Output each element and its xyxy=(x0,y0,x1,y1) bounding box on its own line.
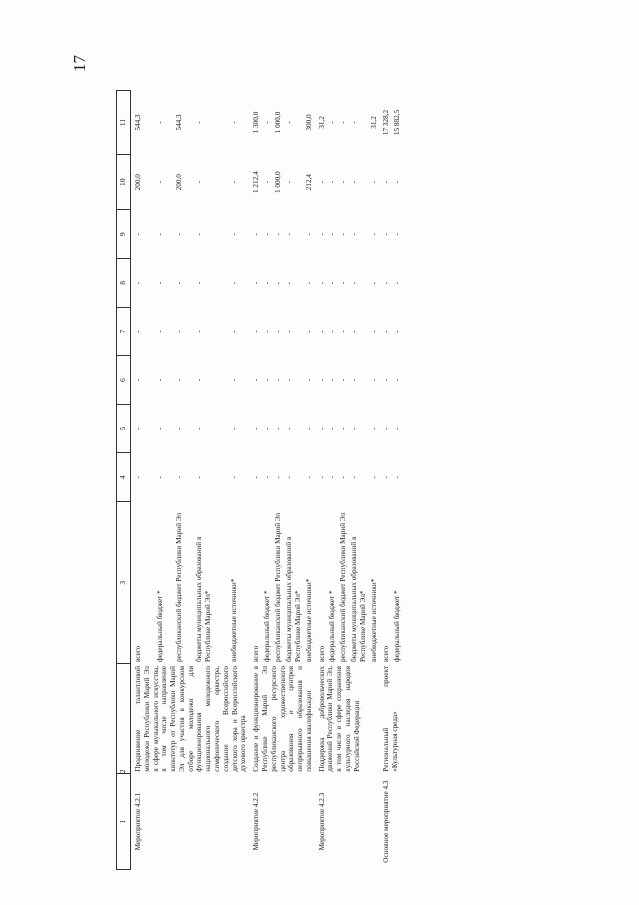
value-cell-col-6: - xyxy=(175,378,184,382)
value-cell-col-4: - xyxy=(382,476,391,479)
value-cell-col-5: - xyxy=(263,427,272,430)
funding-source: всего xyxy=(317,645,326,662)
value-cell-col-11: 15 882,5 xyxy=(393,109,402,136)
value-cell-col-6: - xyxy=(328,378,337,382)
value-cell-col-4: - xyxy=(328,476,337,479)
value-cell-col-11: 300,0 xyxy=(304,114,313,131)
value-cell-col-11: - xyxy=(284,121,293,124)
value-cell-col-6: - xyxy=(284,378,293,382)
value-cell-col-6: - xyxy=(317,378,326,382)
value-cell-col-11: - xyxy=(155,121,164,124)
value-cell-col-10: 1 000,0 xyxy=(273,171,282,193)
value-cell-col-5: - xyxy=(393,427,402,430)
value-cell-col-8: - xyxy=(230,281,239,285)
value-cell-col-4: - xyxy=(273,476,282,479)
table-row xyxy=(131,91,155,870)
value-cell-col-7: - xyxy=(263,330,272,333)
value-cell-col-6: - xyxy=(263,378,272,382)
column-header-3: 3 xyxy=(117,502,131,664)
value-cell-col-7: - xyxy=(317,330,326,333)
column-header-4: 4 xyxy=(117,453,131,502)
funding-source: бюджеты муниципальных образований в Республике Марий Эл* xyxy=(284,536,302,662)
value-cell-col-10: - xyxy=(155,181,164,184)
value-cell-col-11: 1 300,0 xyxy=(252,111,261,134)
value-cell-col-9: - xyxy=(194,233,203,236)
value-cell-col-5: - xyxy=(317,427,326,430)
value-cell-col-10: 212,4 xyxy=(304,174,313,191)
value-cell-col-10: - xyxy=(339,181,348,184)
value-cell-col-9: - xyxy=(382,233,391,236)
activity-id: Мероприятие 4.2.2 xyxy=(252,792,261,851)
value-cell-col-5: - xyxy=(328,427,337,430)
value-cell-col-4: - xyxy=(194,476,203,479)
value-cell-col-5: - xyxy=(252,427,261,430)
table-body xyxy=(131,91,403,870)
value-cell-col-4: - xyxy=(284,476,293,479)
funding-source: республиканский бюджет Республики Марий Эл xyxy=(273,512,282,662)
value-cell-col-5: - xyxy=(339,427,348,430)
value-cell-col-11: 544,3 xyxy=(134,114,142,131)
value-cell-col-10: 200,0 xyxy=(175,174,184,191)
value-cell-col-4: - xyxy=(263,476,272,479)
value-cell-col-6: - xyxy=(382,378,391,382)
value-cell-col-9: - xyxy=(349,233,358,236)
value-cell-col-8: - xyxy=(263,281,272,285)
value-cell-col-9: - xyxy=(273,233,282,236)
value-cell-col-4: - xyxy=(230,476,239,479)
value-cell-col-4: - xyxy=(252,476,261,479)
value-cell-col-6: - xyxy=(194,378,203,382)
value-cell-col-5: - xyxy=(369,427,378,430)
column-header-7: 7 xyxy=(117,307,131,356)
value-cell-col-6: - xyxy=(273,378,282,382)
value-cell-col-7: - xyxy=(328,330,337,333)
value-cell-col-4: - xyxy=(134,476,142,479)
value-cell-col-7: - xyxy=(284,330,293,333)
value-cell-col-8: - xyxy=(339,281,348,285)
value-cell-col-7: - xyxy=(349,330,358,333)
value-cell-col-5: - xyxy=(134,427,142,430)
value-cell-col-10: - xyxy=(194,181,203,184)
value-cell-col-5: - xyxy=(273,427,282,430)
funding-source: всего xyxy=(252,645,261,662)
value-cell-col-6: - xyxy=(369,378,378,382)
value-cell-col-9: - xyxy=(304,233,313,236)
activity-description: Создание и функционирование в Республике Марий Эл республиканского ресурсного центра художественного образования и центров непрерывного образования и повышения квалификации xyxy=(252,666,313,772)
value-cell-col-8: - xyxy=(382,281,391,285)
value-cell-col-5: - xyxy=(175,427,184,430)
activity-id: Мероприятие 4.2.3 xyxy=(317,792,326,851)
value-cell-col-9: - xyxy=(284,233,293,236)
value-cell-col-7: - xyxy=(155,330,164,333)
value-cell-col-8: - xyxy=(304,281,313,285)
value-cell-col-5: - xyxy=(230,427,239,430)
funding-source: бюджеты муниципальных образований в Республике Марий Эл* xyxy=(349,536,367,662)
value-cell-col-8: - xyxy=(194,281,203,285)
value-cell-col-5: - xyxy=(155,427,164,430)
value-cell-col-7: - xyxy=(252,330,261,333)
value-cell-col-11: 1 000,0 xyxy=(273,111,282,134)
value-cell-col-6: - xyxy=(230,378,239,382)
funding-source: федеральный бюджет * xyxy=(263,590,272,662)
value-cell-col-9: - xyxy=(230,233,239,236)
value-cell-col-5: - xyxy=(349,427,358,430)
value-cell-col-7: - xyxy=(273,330,282,333)
value-cell-col-10: - xyxy=(382,181,391,184)
value-cell-col-11: - xyxy=(263,121,272,124)
value-cell-col-4: - xyxy=(155,476,164,479)
value-cell-col-6: - xyxy=(304,378,313,382)
value-cell-col-7: - xyxy=(194,330,203,333)
column-header-5: 5 xyxy=(117,404,131,453)
value-cell-col-11: 31,2 xyxy=(369,116,378,129)
value-cell-col-7: - xyxy=(230,330,239,333)
value-cell-col-11: - xyxy=(349,121,358,124)
value-cell-col-8: - xyxy=(284,281,293,285)
value-cell-col-5: - xyxy=(284,427,293,430)
value-cell-col-6: - xyxy=(393,378,402,382)
column-number-row xyxy=(117,91,131,870)
column-header-8: 8 xyxy=(117,259,131,308)
value-cell-col-8: - xyxy=(369,281,378,285)
value-cell-col-5: - xyxy=(304,427,313,430)
value-cell-col-8: - xyxy=(155,281,164,285)
funding-source: федеральный бюджет * xyxy=(155,590,164,662)
value-cell-col-8: - xyxy=(273,281,282,285)
value-cell-col-8: - xyxy=(328,281,337,285)
value-cell-col-9: - xyxy=(263,233,272,236)
value-cell-col-11: 544,3 xyxy=(175,114,184,131)
value-cell-col-10: - xyxy=(317,181,326,184)
value-cell-col-10: - xyxy=(393,181,402,184)
activity-description: Поддержка добровольческих движений Республики Марий Эл, в том числе в сфере сохранения культурного наследия народов Российской Федерации xyxy=(317,666,361,772)
value-cell-col-7: - xyxy=(175,330,184,333)
funding-source: республиканский бюджет Республики Марий Эл xyxy=(339,512,348,662)
value-cell-col-9: - xyxy=(134,233,142,236)
activity-id: Основное мероприятие 4.3 xyxy=(382,780,391,863)
funding-table xyxy=(116,90,403,870)
column-header-9: 9 xyxy=(117,210,131,259)
funding-source: всего xyxy=(134,645,142,662)
value-cell-col-4: - xyxy=(339,476,348,479)
value-cell-col-4: - xyxy=(369,476,378,479)
value-cell-col-8: - xyxy=(252,281,261,285)
value-cell-col-10: - xyxy=(263,181,272,184)
funding-source: всего xyxy=(382,645,391,662)
page-number: 17 xyxy=(70,55,89,72)
funding-source: внебюджетные источники* xyxy=(304,578,313,662)
value-cell-col-8: - xyxy=(134,281,142,285)
value-cell-col-7: - xyxy=(393,330,402,333)
funding-source: внебюджетные источники* xyxy=(230,578,239,662)
value-cell-col-10: 1 212,4 xyxy=(252,171,261,193)
value-cell-col-10: - xyxy=(349,181,358,184)
value-cell-col-11: - xyxy=(339,121,348,124)
value-cell-col-10: - xyxy=(328,181,337,184)
value-cell-col-9: - xyxy=(328,233,337,236)
value-cell-col-4: - xyxy=(393,476,402,479)
value-cell-col-9: - xyxy=(252,233,261,236)
value-cell-col-7: - xyxy=(134,330,142,333)
funding-source: республиканский бюджет Республики Марий Эл xyxy=(175,512,184,662)
funding-source: федеральный бюджет * xyxy=(393,590,402,662)
rotated-table-container xyxy=(116,90,536,870)
value-cell-col-11: - xyxy=(230,121,239,124)
table-row xyxy=(315,91,328,870)
value-cell-col-11: 17 328,2 xyxy=(382,109,391,136)
value-cell-col-5: - xyxy=(194,427,203,430)
value-cell-col-10: - xyxy=(369,181,378,184)
value-cell-col-9: - xyxy=(393,233,402,236)
value-cell-col-6: - xyxy=(349,378,358,382)
value-cell-col-10: - xyxy=(284,181,293,184)
value-cell-col-4: - xyxy=(349,476,358,479)
column-header-2: 2 xyxy=(117,664,131,774)
value-cell-col-10: - xyxy=(230,181,239,184)
value-cell-col-11: - xyxy=(328,121,337,124)
activity-id: Мероприятие 4.2.1 xyxy=(134,792,142,851)
value-cell-col-7: - xyxy=(369,330,378,333)
value-cell-col-9: - xyxy=(155,233,164,236)
value-cell-col-6: - xyxy=(252,378,261,382)
value-cell-col-9: - xyxy=(175,233,184,236)
value-cell-col-7: - xyxy=(304,330,313,333)
value-cell-col-5: - xyxy=(382,427,391,430)
column-header-10: 10 xyxy=(117,154,131,210)
value-cell-col-6: - xyxy=(155,378,164,382)
funding-source: бюджеты муниципальных образований в Республике Марий Эл* xyxy=(194,536,212,662)
value-cell-col-4: - xyxy=(175,476,184,479)
column-header-11: 11 xyxy=(117,91,131,155)
funding-source: внебюджетные источники* xyxy=(369,578,378,662)
value-cell-col-8: - xyxy=(349,281,358,285)
value-cell-col-4: - xyxy=(317,476,326,479)
table-row xyxy=(249,91,262,870)
funding-source: федеральный бюджет * xyxy=(328,590,337,662)
value-cell-col-9: - xyxy=(317,233,326,236)
value-cell-col-6: - xyxy=(134,378,142,382)
value-cell-col-8: - xyxy=(175,281,184,285)
activity-description: Продвижение талантливой молодежи Республики Марий Эл в сфере музыкального искусства, в том числе направление квинтетур от Республики Марий Эл для участия в конкурсном отборе молодежи для функционирования национального молодежного симфонического оркестра, создание Всероссийского детского хора и Всероссийского духового оркестра xyxy=(134,666,248,772)
value-cell-col-10: 200,0 xyxy=(134,174,142,191)
value-cell-col-11: 31,2 xyxy=(317,116,326,129)
table-row xyxy=(379,91,392,870)
value-cell-col-8: - xyxy=(317,281,326,285)
value-cell-col-8: - xyxy=(393,281,402,285)
column-header-6: 6 xyxy=(117,356,131,405)
column-header-1: 1 xyxy=(117,774,131,870)
value-cell-col-9: - xyxy=(369,233,378,236)
activity-description: Региональный проект «Культурная среда» xyxy=(382,666,400,772)
value-cell-col-11: - xyxy=(194,121,203,124)
value-cell-col-4: - xyxy=(304,476,313,479)
value-cell-col-9: - xyxy=(339,233,348,236)
value-cell-col-7: - xyxy=(339,330,348,333)
value-cell-col-6: - xyxy=(339,378,348,382)
value-cell-col-7: - xyxy=(382,330,391,333)
